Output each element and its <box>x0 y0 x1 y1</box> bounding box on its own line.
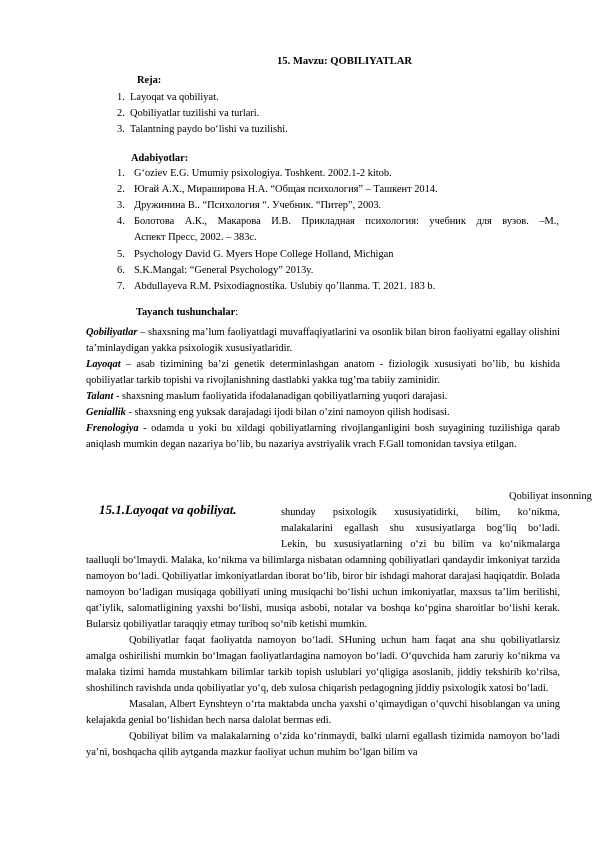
plan-item-text: Talantning paydo bo‘lishi va tuzilishi. <box>130 124 288 135</box>
concept-definition: - odamda u yoki bu xildagi qobiliyatlarning rivojlanganligini bosh suyagining tuzilishiga qarab aniqlash mumkin degan nazariya bo’lib, bu nazariya avstriyalik vrach F.Gall tomonidan tavsiya etilgan. <box>86 423 560 450</box>
plan-item-text: Layoqat va qobiliyat. <box>130 92 219 103</box>
literature-item <box>117 199 382 212</box>
body-paragraph: Masalan, Albert Eynshteyn o‘rta maktabda uncha yaxshi o‘qimaydigan o‘quvchi hisoblangan va uning kelajakda genial bo‘lishidan hech narsa dalolat bermas edi. <box>86 699 560 726</box>
plan-item-number: 1. <box>117 92 125 103</box>
literature-item-text: Болотова А.К., Макарова И.В. Прикладная психология: учебник для вузов. –М., <box>134 216 559 227</box>
literature-item-number: 1. <box>117 168 125 179</box>
literature-item <box>117 264 314 277</box>
body-paragraph: Qobiliyat bilim va malakalarning o‘zida ko‘rinmaydi, balki ularni egallash tizimida namoyon bo‘ladi ya’ni, boshqacha qilib aytganda mazkur faoliyat uchun muhim bo‘lgan bilim va <box>86 731 560 758</box>
concept-item <box>86 389 560 405</box>
concept-term: Layoqat <box>86 359 121 370</box>
plan-item <box>117 107 260 120</box>
concepts-heading-colon: : <box>235 307 239 318</box>
section-side-line: malakalarini egallash shu xususiyatlarga bog‘liq bo‘ladi. <box>281 523 560 534</box>
section-body <box>86 553 560 761</box>
literature-item-number: 5. <box>117 249 125 260</box>
literature-item-number: 2. <box>117 184 125 195</box>
body-paragraph: taalluqli bo‘lmaydi. Malaka, ko‘nikma va bilimlarga nisbatan odamning qobiliyatlari qandaydir imkoniyat tarzida namoyon bo‘ladi. Qobiliyatlar imkoniyatlardan iborat bo‘lib, biror bir ishdagi mahorat darajasi haqiqatdir. Bolada namoyon bo‘ladigan musiqaga qobiliyati uning musiqachi bo‘lishi uchun imkoniyatlar, maxsus ta’lim berilishi, qat’iylik, salomatligining yaxshi bo‘lishi, musiqa asbobi, notalar va boshqa ko‘pgina sharoitlar bo‘lishi kerak. Bularsiz qobiliyatlar taraqqiy etmay turiboq so‘nib ketishi mumkin. <box>86 555 560 630</box>
concept-term: Qobiliyatlar <box>86 327 138 338</box>
literature-item-text: Югай А.Х., Мираширова Н.А. “Общая психология” – Ташкент 2014. <box>134 184 438 195</box>
literature-heading: Adabiyotlar: <box>131 153 189 164</box>
literature-item-text: G‘oziev E.G. Umumiy psixologiya. Toshkent. 2002.1-2 kitob. <box>134 168 392 179</box>
concept-term: Talant <box>86 391 114 402</box>
plan-item-number: 2. <box>117 108 125 119</box>
literature-item-number: 4. <box>117 216 125 227</box>
literature-item <box>117 183 438 196</box>
literature-item-number: 6. <box>117 265 125 276</box>
concept-definition: – shaxsning ma’lum faoliyatdagi muvaffaqiyatlarini va osonlik bilan biron faoliyatni egallay olishini ta’minlaydigan yakka psixologik xususiyatlaridir. <box>86 327 560 354</box>
literature-item <box>117 215 125 228</box>
section-side-text-top: Qobiliyat insonning <box>509 491 592 502</box>
literature-item-number: 3. <box>117 200 125 211</box>
literature-item-text: Дружинина В.. “Психология “. Учебник. “Питер”, 2003. <box>134 200 382 211</box>
plan-item-text: Qobiliyatlar tuzilishi va turlari. <box>130 108 260 119</box>
concepts-heading-text: Tayanch tushunchalar <box>136 307 236 318</box>
concepts-heading <box>136 306 238 319</box>
literature-item-text: S.K.Mangal: “General Psychology” 2013y. <box>134 265 314 276</box>
literature-item <box>117 280 436 293</box>
page-title: 15. Mavzu: QOBILIYATLAR <box>277 56 413 67</box>
literature-item <box>117 248 394 261</box>
concepts-list <box>86 325 560 453</box>
plan-item <box>117 91 219 104</box>
literature-item-text: Abdullayeva R.M. Psixodiagnostika. Uslubiy qo’llanma. T. 2021. 183 b. <box>134 281 436 292</box>
concept-term: Geniallik <box>86 407 126 418</box>
concept-item <box>86 357 560 389</box>
concept-definition: – asab tizimining ba’zi genetik determinlashgan anatom - fiziologik xususiyati bo’lib, bu kishida qobiliyatlar tarkib topishi va rivojlanishning dastlabki yakka tug’ma tabiiy zaminidir. <box>86 359 560 386</box>
section-heading: 15.1.Layoqat va qobiliyat. <box>99 502 237 517</box>
plan-item <box>117 123 288 136</box>
concept-definition: - shaxsning maьlum faoliyatida ifodalanadigan qobiliyatlarning yuqori darajasi. <box>113 391 448 402</box>
concept-term: Frenologiya <box>86 423 139 434</box>
plan-heading: Reja: <box>137 75 162 86</box>
concept-item <box>86 325 560 357</box>
literature-item-text-continued: Аспект Пресс, 2002. – 383с. <box>134 232 257 243</box>
plan-item-number: 3. <box>117 124 125 135</box>
section-side-line: Lekin, bu xususiyatlarning o‘zi bu bilim va ko‘nikmalarga <box>281 539 560 550</box>
literature-item <box>117 167 392 180</box>
concept-definition: - shaxsning eng yuksak darajadagi ijodi bilan o’zini namoyon qilish hodisasi. <box>125 407 450 418</box>
section-side-line: shunday psixologik xususiyatidirki, bilim, ko‘nikma, <box>281 507 560 518</box>
concept-item <box>86 405 560 421</box>
body-paragraph: Qobiliyatlar faqat faoliyatda namoyon bo‘ladi. SHuning uchun ham faqat ana shu qobiliyatlarsiz amalga oshirilishi mumkin bo‘lmagan faoliyatlardagina namoyon bo‘ladi. O‘quvchida ham zaruriy ko‘nikma va malaka tizimi hamda mustahkam bilimlar tarkib topish uslublari yo‘qligiga asoslanib, jiddiy tekshirib ko‘rilsa, shoshilinch ravishda unda qobiliyatlar yo‘q, deb xulosa chiqarish pedagogning jiddiy psixologik xatosi bo‘ladi. <box>86 635 560 694</box>
literature-item-number: 7. <box>117 281 125 292</box>
literature-item-text: Psychology David G. Myers Hope College Holland, Michigan <box>134 249 394 260</box>
concept-item <box>86 421 560 453</box>
